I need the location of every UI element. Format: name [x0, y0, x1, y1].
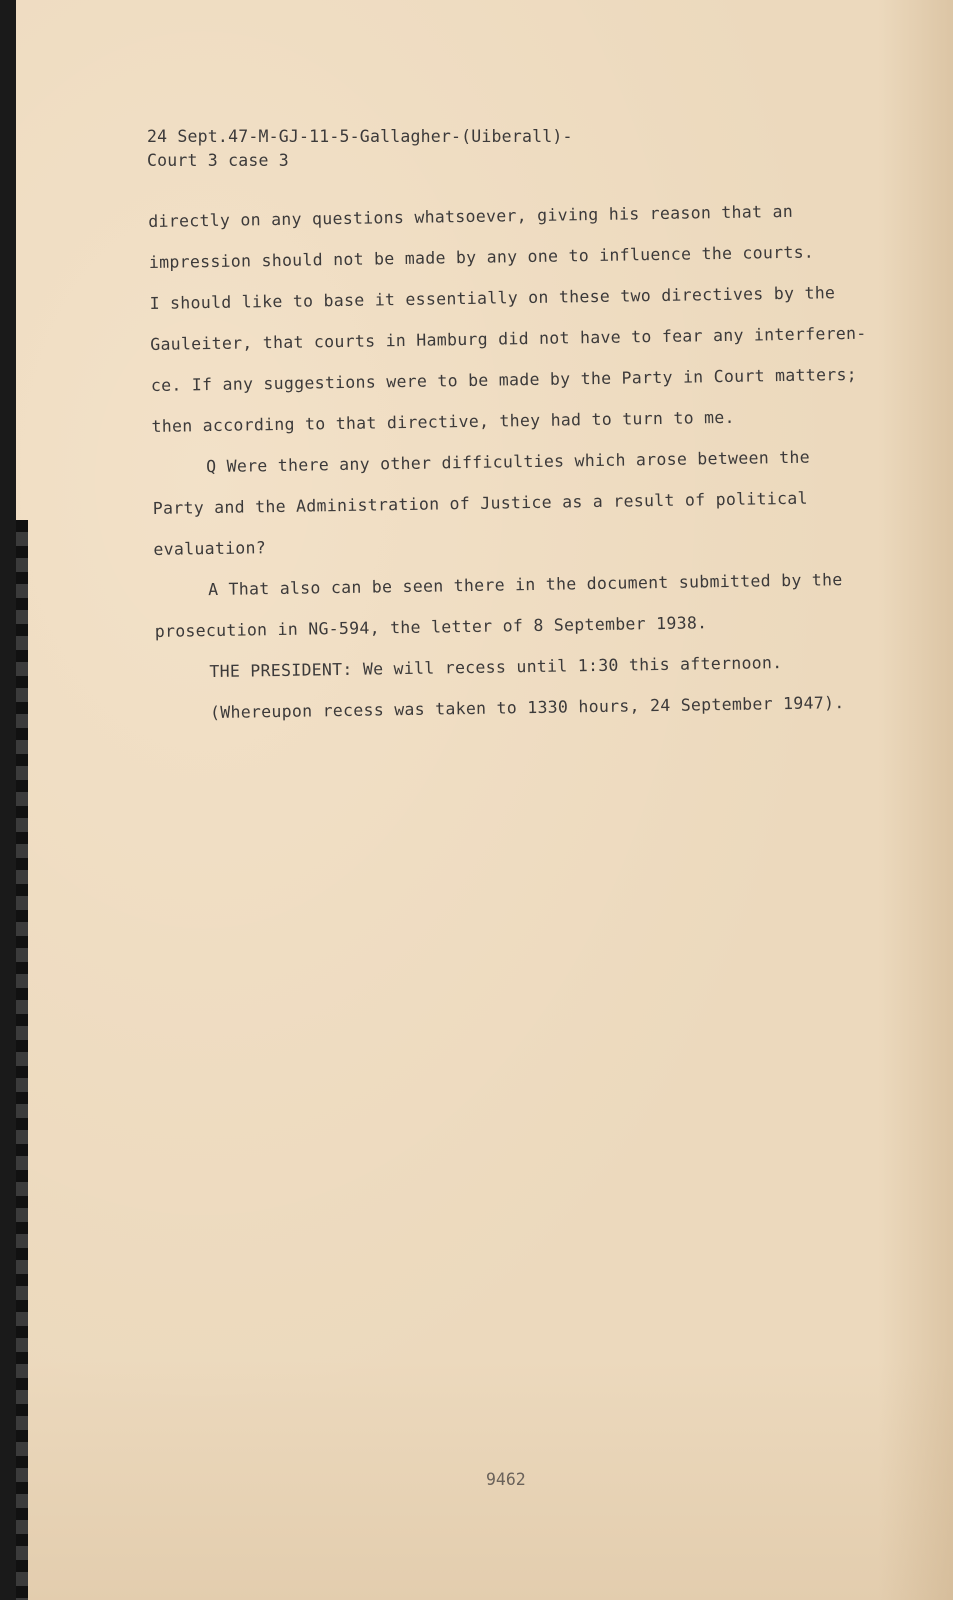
- body-line: ce. If any suggestions were to be made by the Party in Court matters;: [150, 364, 858, 395]
- document-page: [16, 0, 953, 1600]
- body-line: prosecution in NG-594, the letter of 8 September 1938.: [154, 613, 708, 641]
- header-line-date-reference: 24 Sept.47-M-GJ-11-5-Gallagher-(Uiberall)-: [147, 127, 573, 146]
- body-line: Gauleiter, that courts in Hamburg did not have to fear any interferen-: [150, 323, 867, 354]
- body-line: then according to that directive, they had to turn to me.: [151, 407, 735, 436]
- body-line: evaluation?: [153, 538, 267, 559]
- body-line: impression should not be made by any one to influence the courts.: [148, 242, 815, 272]
- header-line-court-case: Court 3 case 3: [147, 151, 289, 170]
- page-number: 9462: [486, 1470, 526, 1489]
- body-line: I should like to base it essentially on these two directives by the: [149, 283, 836, 313]
- body-line: directly on any questions whatsoever, giving his reason that an: [148, 201, 794, 231]
- question-line: Q Were there any other difficulties which arose between the: [206, 447, 811, 477]
- recess-note: (Whereupon recess was taken to 1330 hours, 24 September 1947).: [209, 693, 845, 723]
- transcript-body: [148, 189, 896, 734]
- binder-holes: [16, 520, 28, 1600]
- president-statement: THE PRESIDENT: We will recess until 1:30 this afternoon.: [209, 653, 783, 682]
- body-line: Party and the Administration of Justice as a result of political: [152, 488, 808, 518]
- transcript-header: [147, 125, 573, 173]
- answer-line: A That also can be seen there in the document submitted by the: [207, 570, 843, 600]
